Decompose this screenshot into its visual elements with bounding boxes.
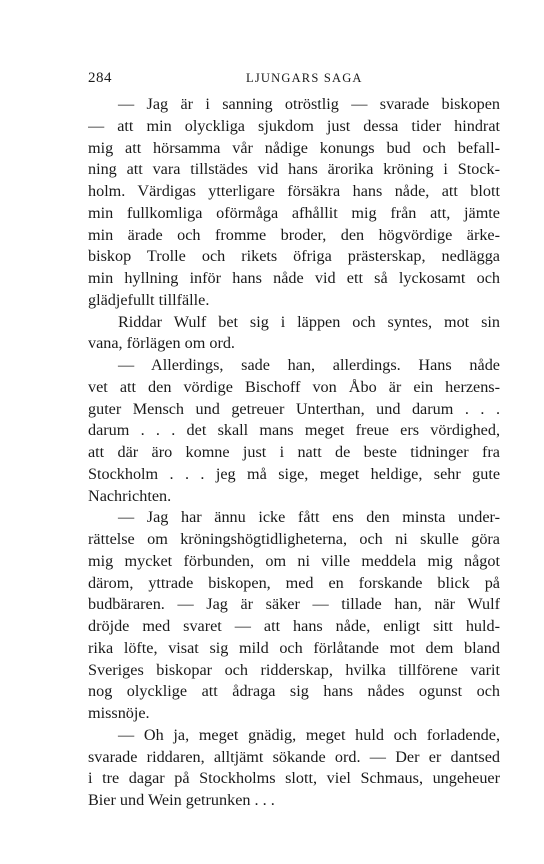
text-line: mig mycket förbunden, om ni ville meddela mig något <box>88 551 500 570</box>
text-line: rika löfte, visat sig mild och förlåtande mot dem bland <box>88 638 500 657</box>
text-line: min fullkomliga oförmåga afhållit mig från att, jämte <box>88 203 500 222</box>
text-line: dröjde med svaret — att hans nåde, enligt sitt huld- <box>88 617 500 635</box>
page-header <box>88 70 500 90</box>
text-line: biskop Trolle och rikets öfriga prästerskap, nedlägga <box>88 247 500 266</box>
text-line: i tre dagar på Stockholms slott, viel Schmaus, ungeheuer <box>88 769 500 788</box>
text-line: Bier und Wein getrunken . . . <box>88 791 275 809</box>
text-line: mig att hörsamma vår nådige konungs bud och befall- <box>88 138 500 157</box>
text-line: — Jag har ännu icke fått ens den minsta under- <box>118 508 500 527</box>
text-line: holm. Värdigas ytterligare försäkra hans nåde, att blott <box>88 182 500 200</box>
text-line: vana, förlägen om ord. <box>88 334 235 353</box>
text-line: därom, yttrade biskopen, med en forskande blick på <box>88 573 500 592</box>
text-line: darum . . . det skall mans meget freue ers vördighed, <box>88 421 500 440</box>
text-line: budbäraren. — Jag är säker — tillade han, när Wulf <box>88 595 500 614</box>
text-line: — att min olyckliga sjukdom just dessa tider hindrat <box>88 116 500 135</box>
text-line: att där äro komne just i natt de beste tidninger fra <box>88 443 500 461</box>
text-line: — Jag är i sanning otröstlig — svarade biskopen <box>118 95 500 113</box>
text-line: — Oh ja, meget gnädig, meget huld och forladende, <box>118 725 500 744</box>
body-text <box>88 94 500 812</box>
text-line: Stockholm . . . jeg må sige, meget heldige, sehr gute <box>88 464 500 483</box>
text-line: Sveriges biskopar och ridderskap, hvilka tillförene varit <box>88 660 500 679</box>
text-line: Nachrichten. <box>88 486 172 505</box>
text-line: min hyllning inför hans nåde vid ett så lyckosamt och <box>88 269 500 287</box>
text-line: guter Mensch und getreuer Unterthan, und darum . . . <box>88 399 500 418</box>
text-line: missnöje. <box>88 704 150 722</box>
text-line: min ärade och fromme broder, den högvördige ärke- <box>88 225 500 244</box>
running-title: LJUNGARS SAGA <box>246 71 363 85</box>
text-line: ning att vara tillstädes vid hans ärorika kröning i Stock- <box>88 160 500 179</box>
text-line: vet att den vördige Bischoff von Åbo är ein herzens- <box>88 377 500 396</box>
text-line: Riddar Wulf bet sig i läppen och syntes, mot sin <box>118 312 500 331</box>
text-line: rättelse om kröningshögtidligheterna, och ni skulle göra <box>88 530 500 548</box>
text-line: glädjefullt tillfälle. <box>88 290 210 309</box>
text-line: nog olycklige att ådraga sig hans nådes ogunst och <box>88 682 500 701</box>
page-number: 284 <box>88 70 112 86</box>
text-line: svarade riddaren, alltjämt sökande ord. — Der er dantsed <box>88 747 500 766</box>
text-line: — Allerdings, sade han, allerdings. Hans nåde <box>118 356 500 374</box>
